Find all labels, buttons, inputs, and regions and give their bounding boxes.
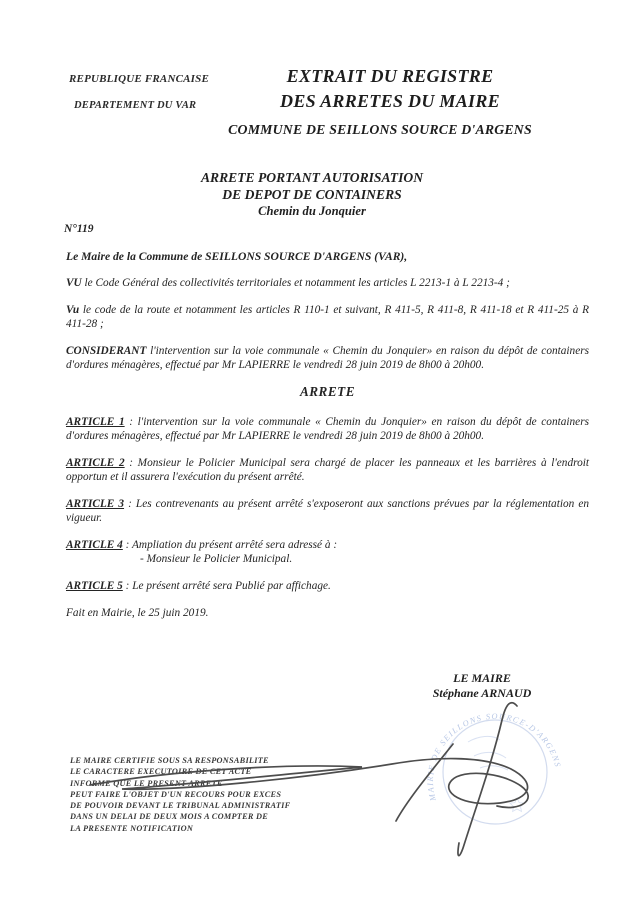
article-4-subitem: - Monsieur le Policier Municipal. bbox=[140, 552, 293, 565]
maire-line: Le Maire de la Commune de SEILLONS SOURCE D'ARGENS (VAR), bbox=[66, 250, 408, 263]
certification-line: DE POUVOIR DEVANT LE TRIBUNAL ADMINISTRATIF bbox=[70, 801, 291, 811]
vu-clause-2 bbox=[66, 304, 589, 332]
article-4-text: : Ampliation du présent arrêté sera adressé à : bbox=[122, 538, 338, 551]
article-3 bbox=[66, 498, 589, 526]
arrete-heading: ARRETE bbox=[299, 384, 356, 400]
vu2-lead: Vu bbox=[66, 303, 80, 316]
certification-line: LE MAIRE CERTIFIE SOUS SA RESPONSABILITE bbox=[70, 756, 269, 765]
registre-line1: EXTRAIT DU REGISTRE bbox=[286, 66, 494, 86]
considerant-clause bbox=[66, 345, 589, 373]
stamp-ring-text: MAIRIE DE SEILLONS SOURCE-D'ARGENS bbox=[425, 711, 563, 802]
departement-line: DEPARTEMENT DU VAR bbox=[74, 100, 197, 111]
article-2-label: ARTICLE 2 bbox=[66, 457, 125, 470]
decree-number: N°119 bbox=[64, 223, 94, 235]
decree-title bbox=[92, 169, 532, 219]
article-1-text: : l'intervention sur la voie communale « Chemin du Jonquier» en raison du dépôt de containers d'ordures ménagères, effectué par Mr LAPIERRE le vendredi 28 juin 2019 de 8h00 à 20h00. bbox=[66, 416, 589, 443]
vu1-lead: VU bbox=[66, 276, 82, 289]
signer-name: Stéphane ARNAUD bbox=[432, 686, 532, 700]
certification-line: DANS UN DELAI DE DEUX MOIS A COMPTER DE bbox=[70, 812, 269, 822]
article-5 bbox=[66, 580, 589, 594]
article-3-text: : Les contrevenants au présent arrêté s'exposeront aux sanctions prévues par la réglementation en vigueur. bbox=[66, 497, 589, 524]
signature-descender-stroke bbox=[396, 744, 453, 821]
stamp-star-icon bbox=[510, 798, 524, 812]
article-3-label: ARTICLE 3 bbox=[66, 497, 125, 510]
decree-title-line1: ARRETE PORTANT AUTORISATION bbox=[200, 170, 424, 185]
certification-line: LE CARACTERE EXECUTOIRE DE CET ACTE bbox=[70, 767, 252, 777]
commune-heading: COMMUNE DE SEILLONS SOURCE D'ARGENS bbox=[228, 122, 532, 137]
decree-body bbox=[66, 250, 589, 633]
article-5-text: : Le présent arrêté sera Publié par affichage. bbox=[122, 579, 331, 592]
registre-heading bbox=[248, 64, 532, 114]
article-1-label: ARTICLE 1 bbox=[66, 416, 125, 429]
considerant-text: l'intervention sur la voie communale « Chemin du Jonquier» en raison du dépôt de containers d'ordures ménagères, effectué par Mr LAPIERRE le vendredi 28 juin 2019 de 8h00 à 20h00. bbox=[66, 344, 589, 371]
stamp-emblem-marks bbox=[468, 736, 508, 770]
registre-line2: DES ARRETES DU MAIRE bbox=[280, 91, 500, 111]
article-1 bbox=[66, 416, 589, 444]
signer-title: LE MAIRE bbox=[453, 671, 511, 685]
certification-block bbox=[70, 755, 290, 834]
considerant-lead: CONSIDERANT bbox=[66, 344, 147, 357]
republique-line: REPUBLIQUE FRANCAISE bbox=[69, 73, 210, 85]
certification-line: INFORME QUE LE PRESENT ARRETE bbox=[70, 778, 223, 788]
decree-title-line3: Chemin du Jonquier bbox=[258, 204, 366, 218]
signature-vertical-stroke bbox=[458, 703, 517, 856]
article-4 bbox=[66, 539, 589, 567]
decree-title-line2: DE DEPOT DE CONTAINERS bbox=[222, 187, 402, 202]
stamp-inner-circle bbox=[443, 720, 547, 824]
article-2-text: : Monsieur le Policier Municipal sera chargé de placer les panneaux et les barrières à l'endroit opportun et il assurera l'exécution du présent arrêté. bbox=[66, 457, 589, 484]
vu-clause-1 bbox=[66, 277, 589, 291]
certification-line: LA PRESENTE NOTIFICATION bbox=[70, 823, 194, 833]
vu1-text: le Code Général des collectivités territoriales et notamment les articles L 2213-1 à L 2213-4 ; bbox=[81, 276, 510, 289]
article-5-label: ARTICLE 5 bbox=[66, 579, 123, 592]
vu2-text: le code de la route et notamment les articles R 110-1 et suivant, R 411-5, R 411-8, R 411-18 et R 411-25 à R 411-28 ; bbox=[66, 303, 589, 330]
signer-block bbox=[372, 671, 592, 701]
article-4-label: ARTICLE 4 bbox=[66, 538, 123, 551]
certification-line: PEUT FAIRE L'OBJET D'UN RECOURS POUR EXCES bbox=[70, 789, 282, 799]
article-2 bbox=[66, 457, 589, 485]
date-line: Fait en Mairie, le 25 juin 2019. bbox=[66, 606, 209, 619]
municipal-stamp bbox=[426, 712, 563, 824]
